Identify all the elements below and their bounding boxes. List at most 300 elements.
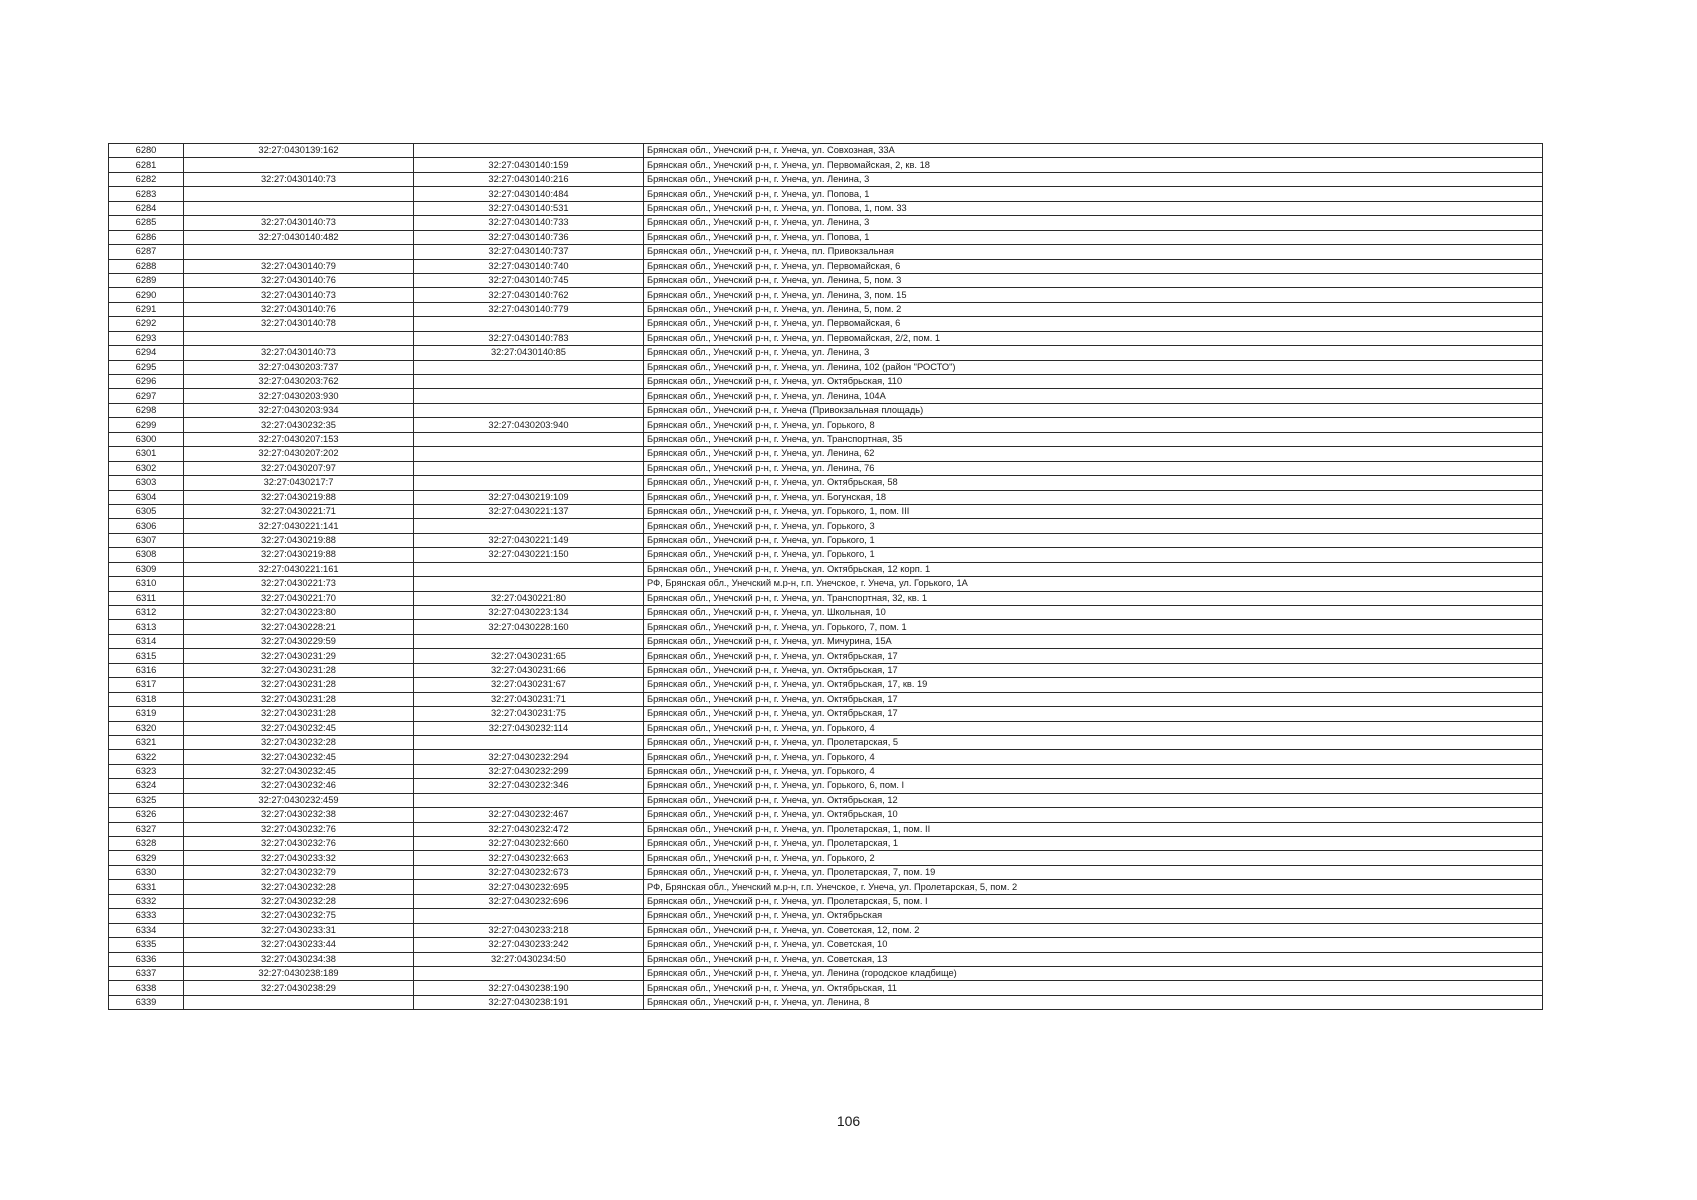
table-row [109,620,1543,634]
address-cell: Брянская обл., Унечский р-н, г. Унеча, ул. Горького, 1, пом. III [644,504,1543,518]
table-row [109,447,1543,461]
table-row [109,273,1543,287]
address-cell: Брянская обл., Унечский р-н, г. Унеча, ул. Октябрьская, 17, кв. 19 [644,678,1543,692]
object-cadastral-number-cell: 32:27:0430140:779 [414,302,644,316]
object-cadastral-number-cell: 32:27:0430232:114 [414,721,644,735]
address-cell: Брянская обл., Унечский р-н, г. Унеча, ул. Октябрьская, 110 [644,375,1543,389]
object-cadastral-number-cell [414,432,644,446]
object-cadastral-number-cell: 32:27:0430221:137 [414,504,644,518]
table-row [109,230,1543,244]
table-row [109,995,1543,1009]
parcel-cadastral-number-cell: 32:27:0430233:44 [184,938,414,952]
row-number-cell: 6301 [109,447,184,461]
row-number-cell: 6293 [109,331,184,345]
table-row [109,894,1543,908]
parcel-cadastral-number-cell: 32:27:0430203:737 [184,360,414,374]
row-number-cell: 6287 [109,245,184,259]
object-cadastral-number-cell: 32:27:0430238:191 [414,995,644,1009]
object-cadastral-number-cell [414,966,644,980]
parcel-cadastral-number-cell: 32:27:0430203:934 [184,403,414,417]
parcel-cadastral-number-cell: 32:27:0430232:45 [184,764,414,778]
object-cadastral-number-cell: 32:27:0430140:531 [414,201,644,215]
table-row [109,808,1543,822]
parcel-cadastral-number-cell: 32:27:0430139:162 [184,144,414,158]
object-cadastral-number-cell [414,461,644,475]
parcel-cadastral-number-cell: 32:27:0430232:28 [184,735,414,749]
parcel-cadastral-number-cell: 32:27:0430221:70 [184,591,414,605]
parcel-cadastral-number-cell: 32:27:0430203:762 [184,375,414,389]
object-cadastral-number-cell: 32:27:0430231:75 [414,707,644,721]
object-cadastral-number-cell: 32:27:0430203:940 [414,418,644,432]
parcel-cadastral-number-cell: 32:27:0430140:73 [184,172,414,186]
address-cell: Брянская обл., Унечский р-н, г. Унеча, ул. Пролетарская, 1 [644,837,1543,851]
object-cadastral-number-cell: 32:27:0430140:783 [414,331,644,345]
row-number-cell: 6294 [109,346,184,360]
address-cell: Брянская обл., Унечский р-н, г. Унеча, ул. Транспортная, 32, кв. 1 [644,591,1543,605]
table-row [109,678,1543,692]
row-number-cell: 6328 [109,837,184,851]
parcel-cadastral-number-cell: 32:27:0430233:31 [184,923,414,937]
table-row [109,923,1543,937]
table-row [109,490,1543,504]
parcel-cadastral-number-cell [184,245,414,259]
object-cadastral-number-cell: 32:27:0430140:762 [414,288,644,302]
parcel-cadastral-number-cell: 32:27:0430232:45 [184,721,414,735]
table-row [109,577,1543,591]
object-cadastral-number-cell: 32:27:0430232:299 [414,764,644,778]
table-row [109,331,1543,345]
row-number-cell: 6314 [109,634,184,648]
object-cadastral-number-cell: 32:27:0430140:484 [414,187,644,201]
table-row [109,375,1543,389]
object-cadastral-number-cell: 32:27:0430228:160 [414,620,644,634]
parcel-cadastral-number-cell: 32:27:0430232:46 [184,779,414,793]
object-cadastral-number-cell [414,909,644,923]
parcel-cadastral-number-cell: 32:27:0430232:28 [184,880,414,894]
row-number-cell: 6312 [109,606,184,620]
parcel-cadastral-number-cell [184,331,414,345]
address-cell: Брянская обл., Унечский р-н, г. Унеча, ул. Горького, 4 [644,764,1543,778]
row-number-cell: 6321 [109,735,184,749]
parcel-cadastral-number-cell [184,201,414,215]
table-row [109,245,1543,259]
object-cadastral-number-cell: 32:27:0430223:134 [414,606,644,620]
table-row [109,317,1543,331]
address-cell: Брянская обл., Унечский р-н, г. Унеча, ул. Горького, 2 [644,851,1543,865]
address-cell: Брянская обл., Унечский р-н, г. Унеча, ул. Горького, 6, пом. I [644,779,1543,793]
address-cell: Брянская обл., Унечский р-н, г. Унеча, ул. Попова, 1, пом. 33 [644,201,1543,215]
parcel-cadastral-number-cell: 32:27:0430231:28 [184,678,414,692]
row-number-cell: 6286 [109,230,184,244]
parcel-cadastral-number-cell: 32:27:0430232:79 [184,865,414,879]
address-cell: Брянская обл., Унечский р-н, г. Унеча, ул. Октябрьская, 11 [644,981,1543,995]
parcel-cadastral-number-cell: 32:27:0430238:29 [184,981,414,995]
row-number-cell: 6315 [109,649,184,663]
parcel-cadastral-number-cell: 32:27:0430232:45 [184,750,414,764]
table-row [109,432,1543,446]
object-cadastral-number-cell [414,634,644,648]
address-cell: Брянская обл., Унечский р-н, г. Унеча, ул. Попова, 1 [644,187,1543,201]
parcel-cadastral-number-cell: 32:27:0430207:153 [184,432,414,446]
object-cadastral-number-cell: 32:27:0430140:737 [414,245,644,259]
address-cell: РФ, Брянская обл., Унечский м.р-н, г.п. Унечское, г. Унеча, ул. Пролетарская, 5, пом. 2 [644,880,1543,894]
address-cell: Брянская обл., Унечский р-н, г. Унеча, ул. Попова, 1 [644,230,1543,244]
table-row [109,548,1543,562]
row-number-cell: 6313 [109,620,184,634]
address-cell: Брянская обл., Унечский р-н, г. Унеча, ул. Горького, 7, пом. 1 [644,620,1543,634]
parcel-cadastral-number-cell: 32:27:0430221:73 [184,577,414,591]
address-cell: Брянская обл., Унечский р-н, г. Унеча, ул. Советская, 13 [644,952,1543,966]
address-cell: Брянская обл., Унечский р-н, г. Унеча, ул. Октябрьская, 17 [644,649,1543,663]
parcel-cadastral-number-cell: 32:27:0430140:79 [184,259,414,273]
object-cadastral-number-cell: 32:27:0430232:294 [414,750,644,764]
cadastral-table [108,143,1543,1010]
address-cell: Брянская обл., Унечский р-н, г. Унеча, ул. Ленина, 3 [644,346,1543,360]
table-row [109,504,1543,518]
object-cadastral-number-cell [414,562,644,576]
address-cell: Брянская обл., Унечский р-н, г. Унеча, ул. Пролетарская, 5, пом. I [644,894,1543,908]
object-cadastral-number-cell: 32:27:0430232:660 [414,837,644,851]
address-cell: Брянская обл., Унечский р-н, г. Унеча, ул. Горького, 4 [644,750,1543,764]
table-row [109,764,1543,778]
row-number-cell: 6311 [109,591,184,605]
object-cadastral-number-cell [414,375,644,389]
table-row [109,880,1543,894]
table-row [109,201,1543,215]
object-cadastral-number-cell [414,360,644,374]
address-cell: Брянская обл., Унечский р-н, г. Унеча, ул. Первомайская, 6 [644,259,1543,273]
row-number-cell: 6318 [109,692,184,706]
parcel-cadastral-number-cell: 32:27:0430203:930 [184,389,414,403]
table-row [109,721,1543,735]
table-row [109,707,1543,721]
object-cadastral-number-cell: 32:27:0430232:346 [414,779,644,793]
row-number-cell: 6298 [109,403,184,417]
object-cadastral-number-cell: 32:27:0430233:218 [414,923,644,937]
parcel-cadastral-number-cell: 32:27:0430140:73 [184,216,414,230]
address-cell: Брянская обл., Унечский р-н, г. Унеча, ул. Ленина, 5, пом. 3 [644,273,1543,287]
table-row [109,865,1543,879]
parcel-cadastral-number-cell [184,187,414,201]
table-row [109,851,1543,865]
row-number-cell: 6282 [109,172,184,186]
object-cadastral-number-cell [414,577,644,591]
row-number-cell: 6289 [109,273,184,287]
object-cadastral-number-cell: 32:27:0430238:190 [414,981,644,995]
address-cell: Брянская обл., Унечский р-н, г. Унеча, ул. Мичурина, 15А [644,634,1543,648]
address-cell: Брянская обл., Унечский р-н, г. Унеча, ул. Пролетарская, 1, пом. II [644,822,1543,836]
parcel-cadastral-number-cell: 32:27:0430219:88 [184,548,414,562]
address-cell: Брянская обл., Унечский р-н, г. Унеча, ул. Октябрьская, 58 [644,476,1543,490]
table-row [109,649,1543,663]
row-number-cell: 6326 [109,808,184,822]
parcel-cadastral-number-cell: 32:27:0430232:38 [184,808,414,822]
row-number-cell: 6319 [109,707,184,721]
table-row [109,144,1543,158]
row-number-cell: 6339 [109,995,184,1009]
parcel-cadastral-number-cell: 32:27:0430233:32 [184,851,414,865]
object-cadastral-number-cell: 32:27:0430219:109 [414,490,644,504]
object-cadastral-number-cell: 32:27:0430140:85 [414,346,644,360]
row-number-cell: 6291 [109,302,184,316]
address-cell: Брянская обл., Унечский р-н, г. Унеча, ул. Горького, 1 [644,548,1543,562]
row-number-cell: 6302 [109,461,184,475]
table-row [109,952,1543,966]
row-number-cell: 6334 [109,923,184,937]
parcel-cadastral-number-cell: 32:27:0430207:97 [184,461,414,475]
table-row [109,476,1543,490]
object-cadastral-number-cell [414,793,644,807]
row-number-cell: 6323 [109,764,184,778]
row-number-cell: 6329 [109,851,184,865]
address-cell: Брянская обл., Унечский р-н, г. Унеча, ул. Первомайская, 6 [644,317,1543,331]
address-cell: Брянская обл., Унечский р-н, г. Унеча, ул. Ленина, 76 [644,461,1543,475]
parcel-cadastral-number-cell: 32:27:0430231:28 [184,692,414,706]
row-number-cell: 6327 [109,822,184,836]
object-cadastral-number-cell: 32:27:0430140:745 [414,273,644,287]
row-number-cell: 6285 [109,216,184,230]
row-number-cell: 6325 [109,793,184,807]
table-row [109,533,1543,547]
address-cell: Брянская обл., Унечский р-н, г. Унеча, ул. Горького, 8 [644,418,1543,432]
row-number-cell: 6304 [109,490,184,504]
parcel-cadastral-number-cell: 32:27:0430238:189 [184,966,414,980]
object-cadastral-number-cell: 32:27:0430231:67 [414,678,644,692]
table-row [109,966,1543,980]
table-row [109,909,1543,923]
address-cell: Брянская обл., Унечский р-н, г. Унеча, ул. Горького, 1 [644,533,1543,547]
table-row [109,692,1543,706]
row-number-cell: 6280 [109,144,184,158]
table-row [109,519,1543,533]
table-row [109,837,1543,851]
parcel-cadastral-number-cell [184,995,414,1009]
table-row [109,562,1543,576]
object-cadastral-number-cell: 32:27:0430232:673 [414,865,644,879]
row-number-cell: 6305 [109,504,184,518]
table-row [109,172,1543,186]
address-cell: Брянская обл., Унечский р-н, г. Унеча, ул. Совхозная, 33А [644,144,1543,158]
address-cell: Брянская обл., Унечский р-н, г. Унеча, ул. Ленина, 3, пом. 15 [644,288,1543,302]
page-number: 106 [836,1113,861,1129]
row-number-cell: 6338 [109,981,184,995]
address-cell: Брянская обл., Унечский р-н, г. Унеча, ул. Ленина, 3 [644,172,1543,186]
row-number-cell: 6322 [109,750,184,764]
table-row [109,634,1543,648]
row-number-cell: 6290 [109,288,184,302]
table-row [109,403,1543,417]
object-cadastral-number-cell: 32:27:0430221:149 [414,533,644,547]
object-cadastral-number-cell [414,476,644,490]
table-row [109,418,1543,432]
row-number-cell: 6307 [109,533,184,547]
object-cadastral-number-cell [414,144,644,158]
address-cell: Брянская обл., Унечский р-н, г. Унеча, ул. Октябрьская, 10 [644,808,1543,822]
table-row [109,158,1543,172]
object-cadastral-number-cell: 32:27:0430231:71 [414,692,644,706]
table-row [109,591,1543,605]
row-number-cell: 6310 [109,577,184,591]
parcel-cadastral-number-cell: 32:27:0430232:459 [184,793,414,807]
parcel-cadastral-number-cell: 32:27:0430223:80 [184,606,414,620]
row-number-cell: 6336 [109,952,184,966]
table-body [109,144,1543,1010]
row-number-cell: 6309 [109,562,184,576]
row-number-cell: 6333 [109,909,184,923]
row-number-cell: 6281 [109,158,184,172]
address-cell: Брянская обл., Унечский р-н, г. Унеча (Привокзальная площадь) [644,403,1543,417]
parcel-cadastral-number-cell: 32:27:0430221:71 [184,504,414,518]
address-cell: Брянская обл., Унечский р-н, г. Унеча, ул. Горького, 3 [644,519,1543,533]
parcel-cadastral-number-cell: 32:27:0430232:35 [184,418,414,432]
address-cell: Брянская обл., Унечский р-н, г. Унеча, ул. Октябрьская [644,909,1543,923]
parcel-cadastral-number-cell: 32:27:0430140:76 [184,302,414,316]
parcel-cadastral-number-cell: 32:27:0430140:482 [184,230,414,244]
object-cadastral-number-cell: 32:27:0430234:50 [414,952,644,966]
address-cell: Брянская обл., Унечский р-н, г. Унеча, ул. Школьная, 10 [644,606,1543,620]
parcel-cadastral-number-cell: 32:27:0430140:73 [184,346,414,360]
table-row [109,360,1543,374]
address-cell: Брянская обл., Унечский р-н, г. Унеча, ул. Ленина, 102 (район "РОСТО") [644,360,1543,374]
table-row [109,779,1543,793]
address-cell: Брянская обл., Унечский р-н, г. Унеча, ул. Богунская, 18 [644,490,1543,504]
parcel-cadastral-number-cell: 32:27:0430232:75 [184,909,414,923]
parcel-cadastral-number-cell: 32:27:0430221:141 [184,519,414,533]
object-cadastral-number-cell: 32:27:0430140:159 [414,158,644,172]
parcel-cadastral-number-cell: 32:27:0430140:78 [184,317,414,331]
object-cadastral-number-cell: 32:27:0430140:740 [414,259,644,273]
row-number-cell: 6297 [109,389,184,403]
object-cadastral-number-cell: 32:27:0430233:242 [414,938,644,952]
address-cell: Брянская обл., Унечский р-н, г. Унеча, ул. Советская, 12, пом. 2 [644,923,1543,937]
row-number-cell: 6292 [109,317,184,331]
row-number-cell: 6324 [109,779,184,793]
address-cell: Брянская обл., Унечский р-н, г. Унеча, ул. Октябрьская, 17 [644,692,1543,706]
address-cell: Брянская обл., Унечский р-н, г. Унеча, ул. Первомайская, 2/2, пом. 1 [644,331,1543,345]
object-cadastral-number-cell: 32:27:0430232:472 [414,822,644,836]
object-cadastral-number-cell [414,317,644,331]
row-number-cell: 6332 [109,894,184,908]
row-number-cell: 6335 [109,938,184,952]
parcel-cadastral-number-cell: 32:27:0430232:76 [184,822,414,836]
object-cadastral-number-cell: 32:27:0430232:663 [414,851,644,865]
parcel-cadastral-number-cell: 32:27:0430232:28 [184,894,414,908]
parcel-cadastral-number-cell: 32:27:0430231:28 [184,707,414,721]
address-cell: Брянская обл., Унечский р-н, г. Унеча, ул. Октябрьская, 17 [644,663,1543,677]
row-number-cell: 6288 [109,259,184,273]
object-cadastral-number-cell: 32:27:0430140:733 [414,216,644,230]
address-cell: Брянская обл., Унечский р-н, г. Унеча, ул. Первомайская, 2, кв. 18 [644,158,1543,172]
address-cell: Брянская обл., Унечский р-н, г. Унеча, ул. Пролетарская, 5 [644,735,1543,749]
parcel-cadastral-number-cell: 32:27:0430217:7 [184,476,414,490]
table-row [109,938,1543,952]
table-row [109,187,1543,201]
parcel-cadastral-number-cell: 32:27:0430234:38 [184,952,414,966]
address-cell: Брянская обл., Унечский р-н, г. Унеча, ул. Октябрьская, 12 [644,793,1543,807]
row-number-cell: 6316 [109,663,184,677]
parcel-cadastral-number-cell: 32:27:0430207:202 [184,447,414,461]
object-cadastral-number-cell: 32:27:0430140:736 [414,230,644,244]
table-row [109,346,1543,360]
object-cadastral-number-cell [414,389,644,403]
object-cadastral-number-cell [414,447,644,461]
parcel-cadastral-number-cell: 32:27:0430231:29 [184,649,414,663]
table-row [109,461,1543,475]
address-cell: Брянская обл., Унечский р-н, г. Унеча, ул. Ленина (городское кладбище) [644,966,1543,980]
table-row [109,735,1543,749]
parcel-cadastral-number-cell: 32:27:0430140:73 [184,288,414,302]
table-row [109,288,1543,302]
parcel-cadastral-number-cell: 32:27:0430228:21 [184,620,414,634]
parcel-cadastral-number-cell: 32:27:0430232:76 [184,837,414,851]
row-number-cell: 6317 [109,678,184,692]
parcel-cadastral-number-cell [184,158,414,172]
address-cell: Брянская обл., Унечский р-н, г. Унеча, ул. Ленина, 62 [644,447,1543,461]
address-cell: Брянская обл., Унечский р-н, г. Унеча, ул. Пролетарская, 7, пом. 19 [644,865,1543,879]
row-number-cell: 6300 [109,432,184,446]
address-cell: Брянская обл., Унечский р-н, г. Унеча, ул. Горького, 4 [644,721,1543,735]
object-cadastral-number-cell [414,519,644,533]
object-cadastral-number-cell: 32:27:0430232:696 [414,894,644,908]
row-number-cell: 6330 [109,865,184,879]
row-number-cell: 6299 [109,418,184,432]
object-cadastral-number-cell: 32:27:0430221:150 [414,548,644,562]
object-cadastral-number-cell: 32:27:0430232:695 [414,880,644,894]
object-cadastral-number-cell [414,403,644,417]
object-cadastral-number-cell: 32:27:0430231:65 [414,649,644,663]
table-row [109,606,1543,620]
table-row [109,663,1543,677]
parcel-cadastral-number-cell: 32:27:0430229:59 [184,634,414,648]
address-cell: Брянская обл., Унечский р-н, г. Унеча, ул. Транспортная, 35 [644,432,1543,446]
parcel-cadastral-number-cell: 32:27:0430221:161 [184,562,414,576]
table-row [109,793,1543,807]
table-row [109,302,1543,316]
row-number-cell: 6303 [109,476,184,490]
row-number-cell: 6308 [109,548,184,562]
table-row [109,981,1543,995]
object-cadastral-number-cell: 32:27:0430140:216 [414,172,644,186]
object-cadastral-number-cell: 32:27:0430221:80 [414,591,644,605]
address-cell: Брянская обл., Унечский р-н, г. Унеча, ул. Советская, 10 [644,938,1543,952]
table-row [109,259,1543,273]
address-cell: РФ, Брянская обл., Унечский м.р-н, г.п. Унечское, г. Унеча, ул. Горького, 1А [644,577,1543,591]
address-cell: Брянская обл., Унечский р-н, г. Унеча, ул. Ленина, 8 [644,995,1543,1009]
table-row [109,822,1543,836]
parcel-cadastral-number-cell: 32:27:0430219:88 [184,490,414,504]
address-cell: Брянская обл., Унечский р-н, г. Унеча, ул. Ленина, 3 [644,216,1543,230]
address-cell: Брянская обл., Унечский р-н, г. Унеча, ул. Октябрьская, 17 [644,707,1543,721]
row-number-cell: 6320 [109,721,184,735]
parcel-cadastral-number-cell: 32:27:0430219:88 [184,533,414,547]
parcel-cadastral-number-cell: 32:27:0430231:28 [184,663,414,677]
object-cadastral-number-cell [414,735,644,749]
row-number-cell: 6283 [109,187,184,201]
parcel-cadastral-number-cell: 32:27:0430140:76 [184,273,414,287]
object-cadastral-number-cell: 32:27:0430231:66 [414,663,644,677]
row-number-cell: 6337 [109,966,184,980]
table-row [109,389,1543,403]
address-cell: Брянская обл., Унечский р-н, г. Унеча, ул. Ленина, 5, пом. 2 [644,302,1543,316]
address-cell: Брянская обл., Унечский р-н, г. Унеча, пл. Привокзальная [644,245,1543,259]
address-cell: Брянская обл., Унечский р-н, г. Унеча, ул. Октябрьская, 12 корп. 1 [644,562,1543,576]
table-row [109,216,1543,230]
row-number-cell: 6295 [109,360,184,374]
object-cadastral-number-cell: 32:27:0430232:467 [414,808,644,822]
row-number-cell: 6331 [109,880,184,894]
row-number-cell: 6296 [109,375,184,389]
address-cell: Брянская обл., Унечский р-н, г. Унеча, ул. Ленина, 104А [644,389,1543,403]
